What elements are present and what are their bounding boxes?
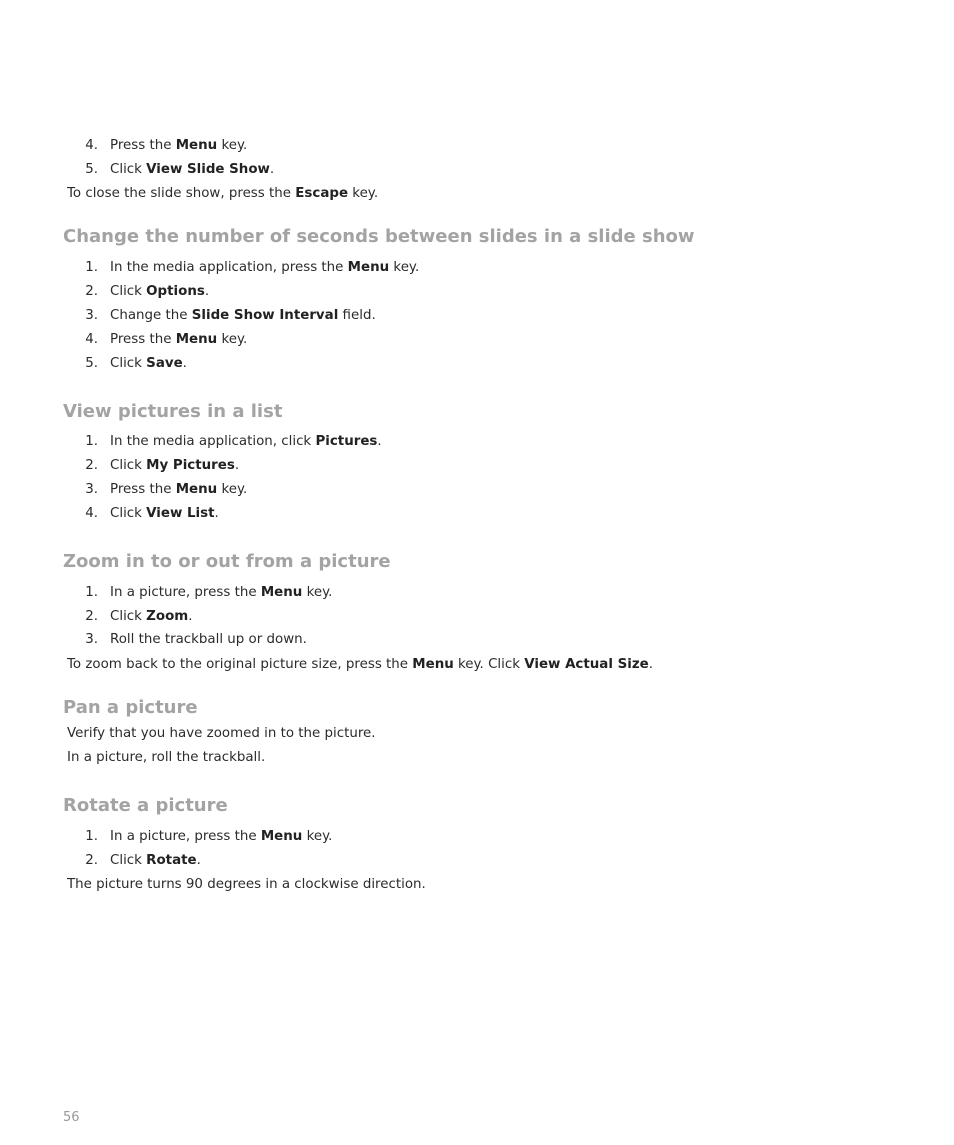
step-text: Click My Pictures.: [110, 458, 240, 473]
step-number: 1.: [85, 260, 98, 275]
step-text: In a picture, press the Menu key.: [110, 585, 333, 600]
step-text: In the media application, click Pictures.: [110, 434, 382, 449]
step-text: Change the Slide Show Interval field.: [110, 308, 376, 323]
page-number: 56: [63, 1110, 80, 1125]
step-number: 2.: [85, 853, 98, 868]
note-paragraph: To close the slide show, press the Escape key.: [67, 186, 379, 201]
step-text: Click View List.: [110, 506, 219, 521]
step-number: 4.: [85, 332, 98, 347]
step-text: Press the Menu key.: [110, 482, 248, 497]
note-paragraph: To zoom back to the original picture size, press the Menu key. Click View Actual Size.: [67, 657, 653, 672]
section-heading: Change the number of seconds between slides in a slide show: [63, 226, 695, 247]
step-text: Click Rotate.: [110, 853, 201, 868]
step-number: 5.: [85, 356, 98, 371]
step-number: 2.: [85, 609, 98, 624]
step-text: Press the Menu key.: [110, 138, 248, 153]
step-number: 3.: [85, 482, 98, 497]
step-number: 4.: [85, 138, 98, 153]
paragraph: In a picture, roll the trackball.: [67, 750, 266, 765]
step-number: 2.: [85, 284, 98, 299]
step-number: 1.: [85, 434, 98, 449]
section-heading: Zoom in to or out from a picture: [63, 551, 391, 572]
step-number: 5.: [85, 162, 98, 177]
step-number: 1.: [85, 585, 98, 600]
step-text: Click Zoom.: [110, 609, 193, 624]
step-text: Click Save.: [110, 356, 187, 371]
section-heading: Pan a picture: [63, 697, 198, 718]
paragraph: Verify that you have zoomed in to the picture.: [67, 726, 376, 741]
step-text: In the media application, press the Menu key.: [110, 260, 420, 275]
step-number: 1.: [85, 829, 98, 844]
section-heading: Rotate a picture: [63, 795, 228, 816]
step-number: 2.: [85, 458, 98, 473]
note-paragraph: The picture turns 90 degrees in a clockwise direction.: [67, 877, 426, 892]
step-text: Click View Slide Show.: [110, 162, 275, 177]
step-text: Roll the trackball up or down.: [110, 632, 307, 647]
step-text: In a picture, press the Menu key.: [110, 829, 333, 844]
step-number: 3.: [85, 632, 98, 647]
step-text: Press the Menu key.: [110, 332, 248, 347]
section-heading: View pictures in a list: [63, 401, 283, 422]
step-number: 3.: [85, 308, 98, 323]
step-number: 4.: [85, 506, 98, 521]
step-text: Click Options.: [110, 284, 210, 299]
